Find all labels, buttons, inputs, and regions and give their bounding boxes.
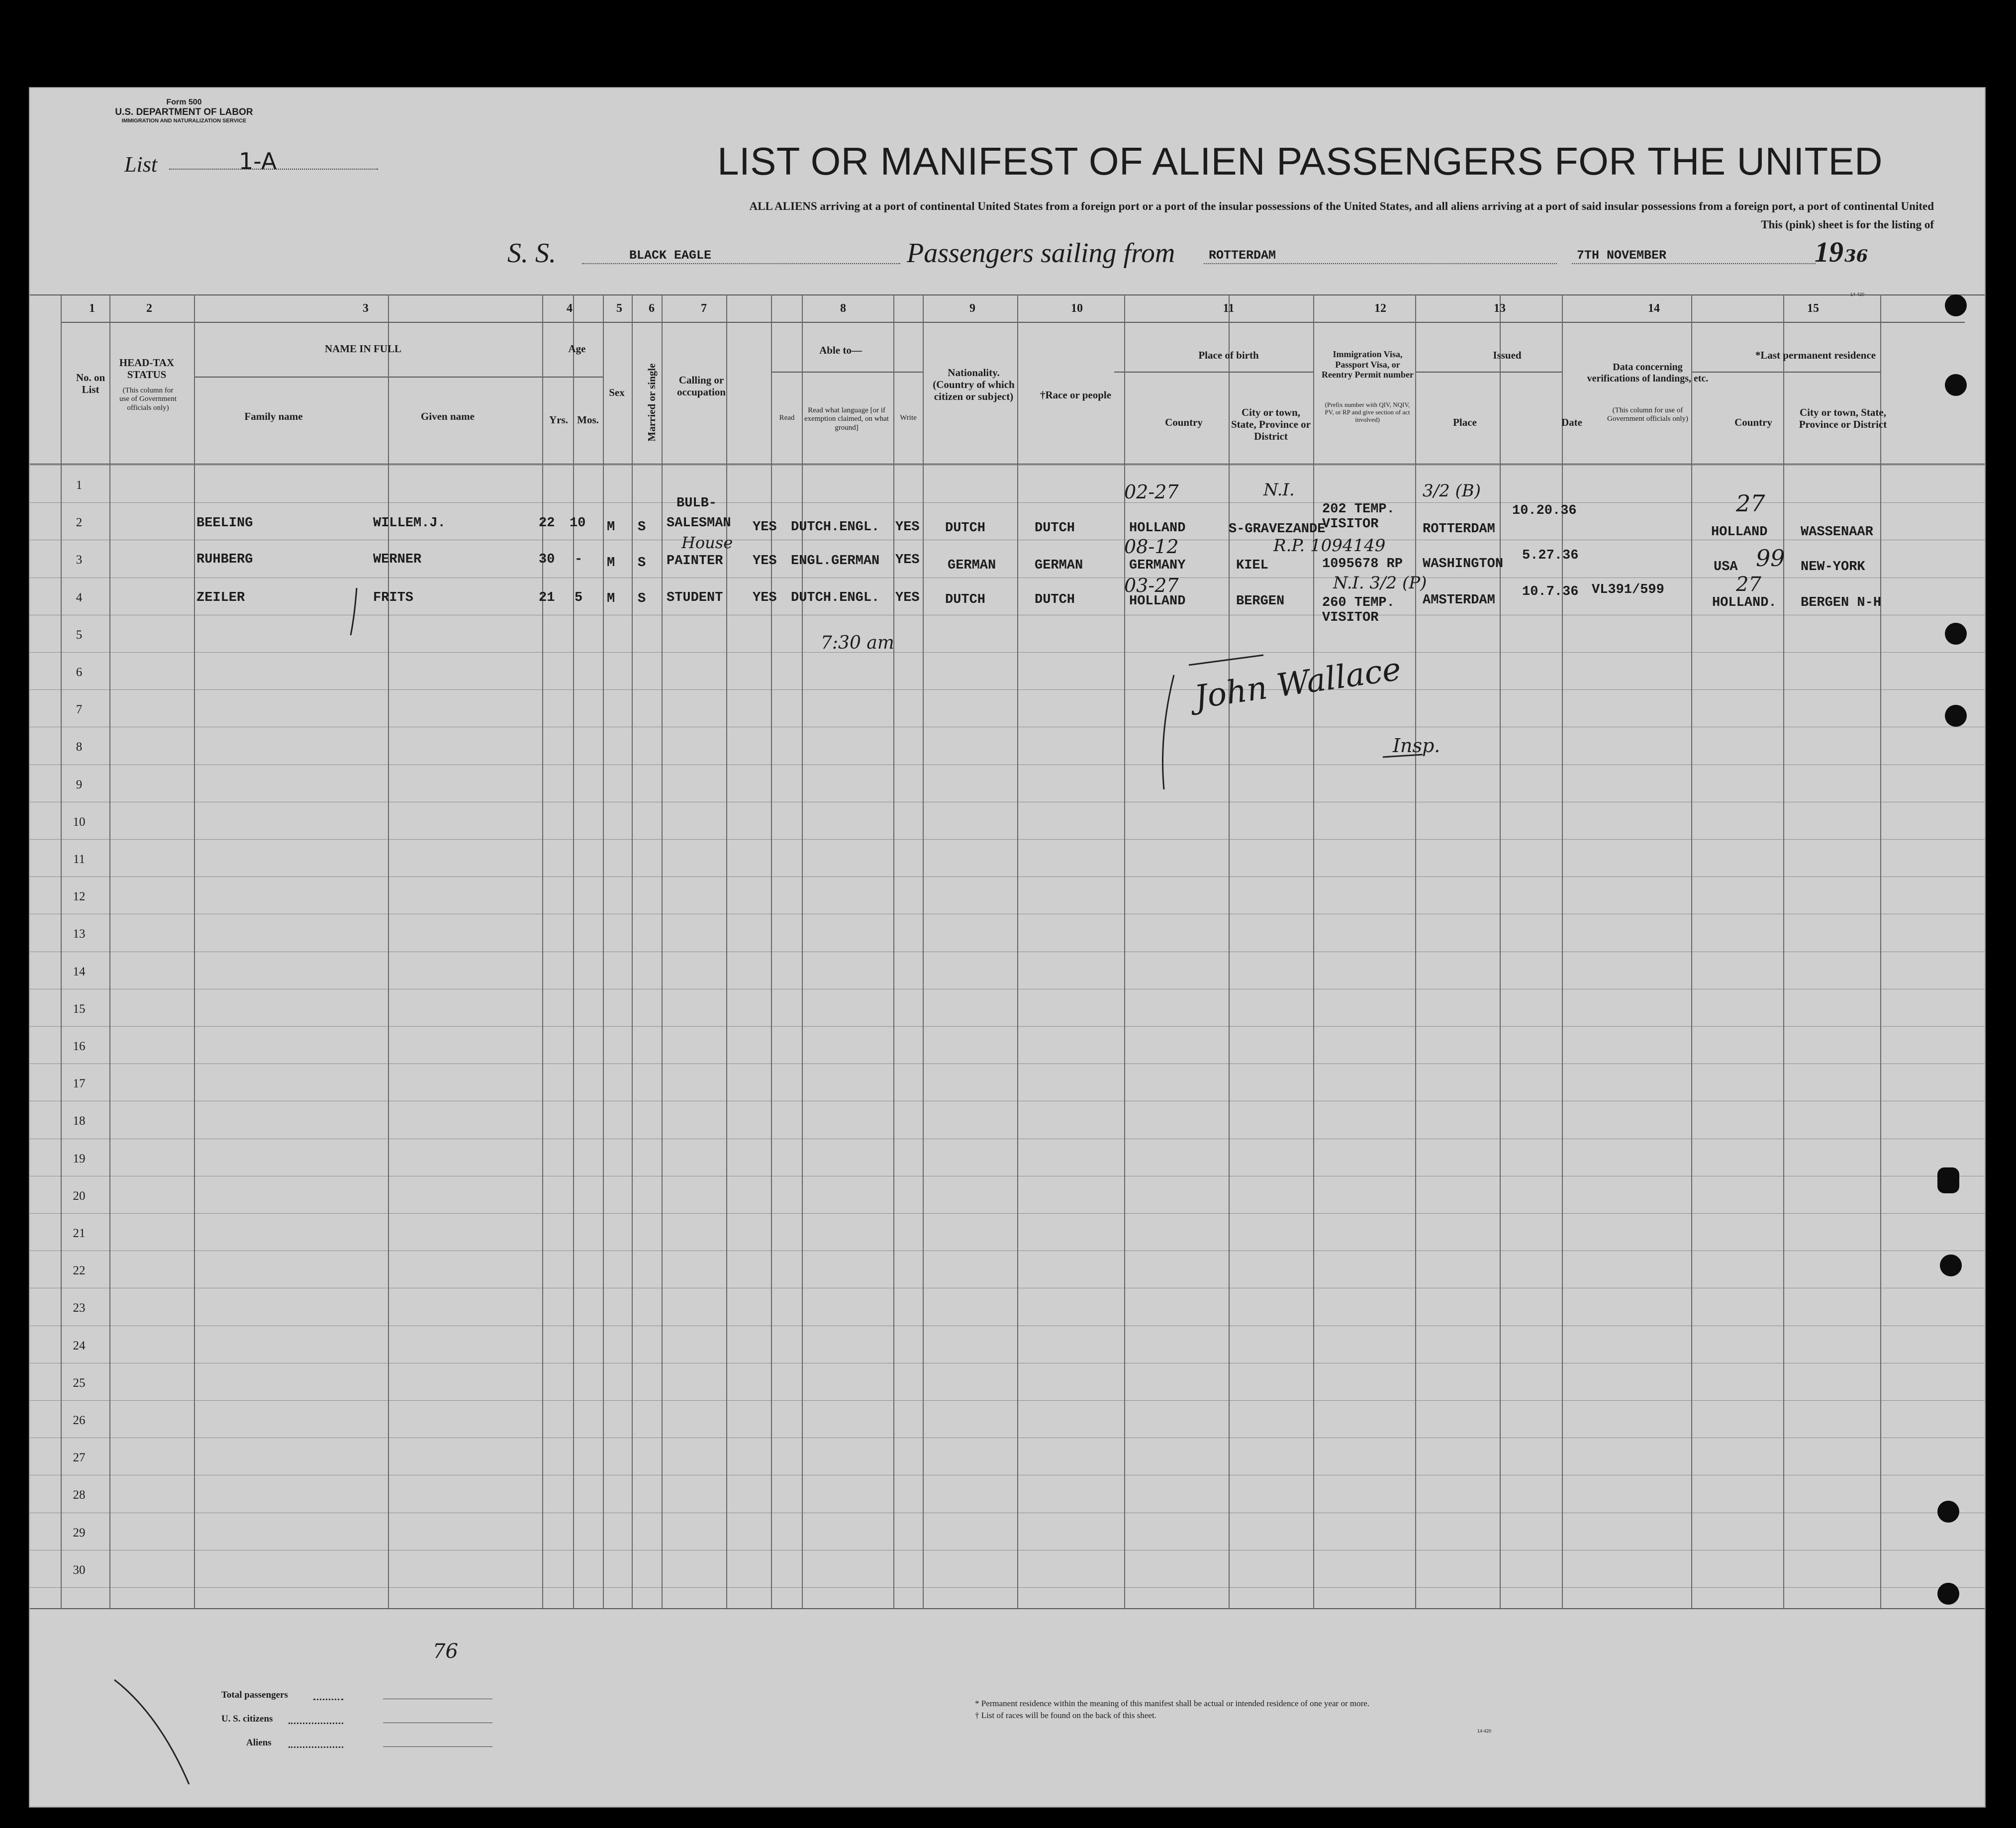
age-years: 21 [539,590,555,605]
row-number: 9 [76,777,83,791]
birth-code-1: 02-27 [1124,481,1179,503]
service-name: IMMIGRATION AND NATURALIZATION SERVICE [121,118,247,124]
col-num-1: 1 [89,302,95,315]
header-write: Write [900,414,917,422]
form-number: Form 500 [166,98,202,106]
total-dots [313,1699,343,1700]
col-num-5: 5 [616,302,622,315]
header-married: Married or single [645,363,658,442]
row-number: 29 [73,1526,86,1539]
header-visa: Immigration Visa, Passport Visa, or Reentry Permit number [1322,349,1414,380]
total-passengers-label: Total passengers [221,1690,288,1700]
header-mos: Mos. [577,414,599,426]
occupation: PAINTER [667,554,723,569]
col-num-2: 2 [146,302,152,315]
row-number: 7 [76,703,83,717]
visa-code-3: N.I. 3/2 (P) [1333,573,1427,593]
header-age: Age [568,343,586,355]
row-number: 30 [73,1563,86,1577]
birth-code-2: 08-12 [1124,536,1179,558]
col-num-6: 6 [649,302,655,315]
marital-status: S [638,556,646,571]
col-num-4: 4 [567,302,573,315]
given-name: FRITS [373,590,414,605]
residence-city: BERGEN N-H [1801,595,1882,610]
age-months: 5 [575,590,583,605]
residence-country: HOLLAND [1711,525,1768,540]
read-language: ENGL.GERMAN [791,554,880,569]
can-write: YES [895,590,920,605]
footer-code: 14-420 [1477,1729,1492,1733]
visa-line-1: 260 TEMP. [1322,595,1395,610]
occupation-top: BULB- [676,496,717,511]
header-head-tax-note: (This column for use of Government officials only) [119,386,177,412]
nationality: DUTCH [945,521,986,536]
col-num-13: 13 [1494,302,1506,315]
issued-place: WASHINGTON [1423,557,1504,572]
birth-city: BERGEN [1236,594,1285,609]
birth-code-3: 03-27 [1124,575,1179,596]
subtitle-line-1: ALL ALIENS arriving at a port of continental United States from a foreign port or a port of the insular possessions of the United States, and all aliens arriving at a port of said insular possessions from a foreign port, a port of continental United [749,200,1934,212]
binder-hole [1945,374,1967,396]
ship-name: BLACK EAGLE [629,248,712,263]
footnote-races: † List of races will be found on the back of this sheet. [975,1711,1156,1720]
corner-stroke [104,1675,303,1808]
header-given-name: Given name [421,410,475,422]
row-number: 21 [73,1227,86,1240]
inspector-signature: John Wallace [1192,651,1404,716]
header-verification: Data concerning verifications of landings, etc. [1587,362,1709,384]
row-number: 3 [76,553,83,567]
header-read: Read [779,414,795,422]
row-number: 14 [73,964,86,978]
issued-date: 10.7.36 [1522,584,1579,599]
ss-label: S. S. [507,238,556,269]
row-number: 17 [73,1077,86,1091]
header-place-of-birth: Place of birth [1198,349,1259,361]
nationality: GERMAN [948,558,996,573]
header-yrs: Yrs. [549,414,568,426]
verification: VL391/599 [1592,582,1664,597]
nationality: DUTCH [945,592,986,607]
header-res-country: Country [1734,416,1772,428]
row-number: 15 [73,1002,86,1016]
row-number: 10 [73,815,86,829]
row-number: 18 [73,1114,86,1128]
birth-city: KIEL [1236,558,1268,573]
header-issued-date: Date [1561,416,1582,428]
issued-date: 5.27.36 [1522,548,1579,563]
header-last-residence: *Last permanent residence [1755,349,1876,361]
footnote-residence: * Permanent residence within the meaning of this manifest shall be actual or intended residence of one year or more. [975,1699,1370,1708]
row-number: 26 [73,1414,86,1427]
list-label: List [124,152,158,177]
header-birth-city: City or town, State, Province or District [1231,406,1311,443]
header-able-to: Able to— [819,344,862,356]
age-years: 22 [539,516,555,531]
row-number: 22 [73,1264,86,1278]
col-num-15: 15 [1807,302,1819,315]
birth-country: HOLLAND [1129,521,1186,536]
inspector-title: Insp. [1393,735,1440,757]
check-marks [30,88,1985,1807]
race: DUTCH [1035,521,1075,536]
row-number: 19 [73,1152,86,1165]
row-number: 4 [76,590,83,604]
visa-code-2: R.P. 1094149 [1273,536,1386,556]
header-head-tax: HEAD-TAX STATUS [119,357,175,381]
birth-city: S-GRAVEZANDE [1229,522,1326,537]
binder-hole [1937,1583,1959,1605]
page-title: LIST OR MANIFEST OF ALIEN PASSENGERS FOR THE UNITED [717,139,1883,183]
header-sex: Sex [609,386,625,398]
occupation: SALESMAN [667,516,731,531]
subtitle-line-2: This (pink) sheet is for the listing of [1761,218,1934,231]
us-citizens-label: U. S. citizens [221,1714,273,1724]
col-num-3: 3 [363,302,369,315]
sex: M [607,520,615,535]
row-number: 13 [73,927,86,941]
family-name: ZEILER [196,590,245,605]
can-read: YES [753,590,777,605]
residence-city: WASSENAAR [1801,525,1873,540]
aliens-label: Aliens [246,1737,272,1748]
visa-line-2: VISITOR [1322,517,1379,532]
race: DUTCH [1035,592,1075,607]
time-note: 7:30 am [821,633,894,653]
read-language: DUTCH.ENGL. [791,590,880,605]
visa-line-1: 1095678 RP [1322,557,1403,572]
header-birth-country: Country [1165,416,1203,428]
tally-note: 76 [433,1640,458,1663]
header-nationality: Nationality. (Country of which citizen or subject) [933,367,1015,403]
residence-country: HOLLAND. [1712,595,1777,610]
visa-line-1: 202 TEMP. [1322,502,1395,517]
row-number: 1 [76,479,83,492]
age-years: 30 [539,552,555,567]
binder-hole [1940,1254,1962,1276]
header-read-language: Read what language [or if exemption claimed, on what ground] [804,406,889,432]
visa-line-2: VISITOR [1322,610,1379,625]
header-race: †Race or people [1040,389,1112,401]
binder-hole [1937,1501,1959,1523]
year-handwritten: 36 [1844,246,1868,266]
year-printed: 19 [1815,236,1843,268]
row-number: 5 [76,628,83,642]
binder-hole [1945,705,1967,727]
row-number: 20 [73,1189,86,1203]
issued-place: AMSTERDAM [1423,593,1495,608]
header-family-name: Family name [244,410,303,422]
header-issued: Issued [1493,349,1522,361]
col-num-10: 10 [1071,302,1083,315]
row-number: 2 [76,516,83,530]
row-number: 12 [73,890,86,904]
row-number: 6 [76,666,83,679]
header-no-on-list: No. on List [76,372,105,396]
birth-country: HOLLAND [1129,594,1186,609]
can-write: YES [895,553,920,568]
occupation-top: House [681,533,733,552]
row-number: 23 [73,1301,86,1315]
age-months: - [575,552,583,567]
residence-country: USA [1714,560,1738,575]
marital-status: S [638,520,646,535]
col-num-14: 14 [1648,302,1660,315]
row-number: 25 [73,1376,86,1390]
residence-code-3: 27 [1736,573,1761,596]
occupation: STUDENT [667,590,723,605]
print-code: 14-420 [1850,292,1865,297]
col-num-11: 11 [1223,302,1235,315]
issued-place: ROTTERDAM [1423,522,1495,537]
binder-hole [1945,623,1967,645]
binder-hole [1945,294,1967,316]
residence-code-2: 99 [1756,545,1785,572]
col-num-12: 12 [1374,302,1386,315]
given-name: WERNER [373,552,422,567]
header-res-city: City or town, State, Province or District [1799,406,1887,431]
can-read: YES [753,554,777,569]
sailing-label: Passengers sailing from [907,238,1175,269]
can-write: YES [895,520,920,535]
marital-status: S [638,591,646,606]
col-num-7: 7 [701,302,707,315]
given-name: WILLEM.J. [373,516,446,531]
visa-code-1: N.I. [1263,480,1295,500]
sex: M [607,556,615,571]
can-read: YES [753,520,777,535]
row-number: 8 [76,740,83,754]
department-name: U.S. DEPARTMENT OF LABOR [115,107,253,118]
read-language: DUTCH.ENGL. [791,520,880,535]
birth-country: GERMANY [1129,558,1186,573]
issued-date: 10.20.36 [1512,503,1577,518]
row-number: 28 [73,1488,86,1502]
header-verification-note: (This column for use of Government officials only) [1607,406,1688,423]
residence-code-1: 27 [1736,490,1765,517]
row-number: 16 [73,1040,86,1053]
manifest-page [29,87,1986,1808]
col-num-8: 8 [840,302,846,315]
issued-code-1: 3/2 (B) [1423,481,1481,501]
sailing-date: 7TH NOVEMBER [1577,248,1667,263]
row-number: 27 [73,1451,86,1465]
sex: M [607,591,615,606]
header-calling: Calling or occupation [676,374,726,398]
aliens-line [383,1746,492,1747]
row-number: 24 [73,1339,86,1352]
list-value: 1-A [239,148,277,175]
header-visa-note: (Prefix number with QIV, NQIV, PV, or RP and give section of act involved) [1325,401,1410,423]
header-name-in-full: NAME IN FULL [324,343,401,355]
family-name: BEELING [196,516,253,531]
row-number: 11 [73,853,86,866]
residence-city: NEW-YORK [1801,560,1865,575]
family-name: RUHBERG [196,552,253,567]
age-months: 10 [570,516,586,531]
col-num-9: 9 [969,302,975,315]
binder-hole [1937,1167,1959,1193]
port-name: ROTTERDAM [1209,248,1276,263]
header-issued-place: Place [1453,416,1477,428]
race: GERMAN [1035,558,1083,573]
